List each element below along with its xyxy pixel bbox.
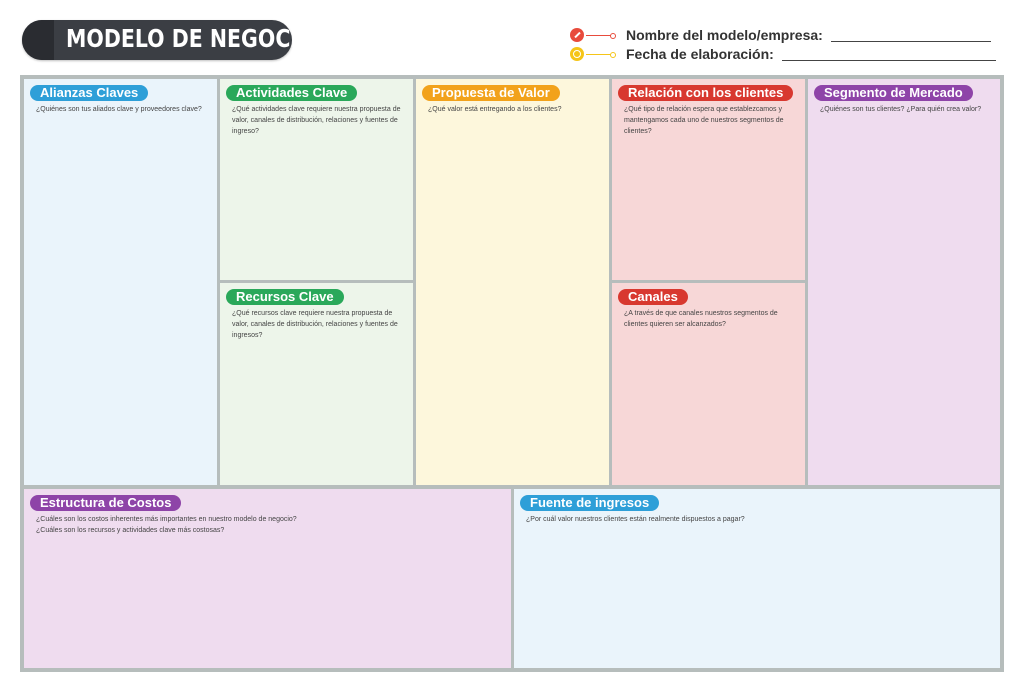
block-question: ¿Quiénes son tus clientes? ¿Para quién crea valor? bbox=[820, 106, 982, 113]
block-segmento-mercado[interactable] bbox=[808, 79, 1000, 485]
title-banner bbox=[22, 20, 316, 60]
block-title: Recursos Clave bbox=[226, 289, 344, 305]
block-question: ¿Por cuál valor nuestros clientes están realmente dispuestos a pagar? bbox=[526, 516, 745, 523]
block-estructura-costos[interactable] bbox=[24, 489, 511, 668]
block-title: Alianzas Claves bbox=[30, 85, 148, 101]
block-title: Fuente de ingresos bbox=[520, 495, 659, 511]
business-model-canvas bbox=[20, 75, 1004, 672]
block-title: Relación con los clientes bbox=[618, 85, 793, 101]
block-question: ¿Qué recursos clave requiere nuestra propuesta de valor, canales de distribución, relaciones y fuentes de ingresos? bbox=[232, 310, 398, 339]
block-recursos-clave[interactable] bbox=[220, 283, 413, 485]
block-title: Actividades Clave bbox=[226, 85, 357, 101]
block-title: Segmento de Mercado bbox=[814, 85, 973, 101]
connector-line bbox=[586, 35, 612, 36]
date-field[interactable] bbox=[570, 45, 996, 63]
block-question: ¿A través de que canales nuestros segmentos de clientes quieren ser alcanzados? bbox=[624, 310, 778, 328]
block-title: Canales bbox=[618, 289, 688, 305]
block-fuente-ingresos[interactable] bbox=[514, 489, 1000, 668]
block-relacion-clientes[interactable] bbox=[612, 79, 805, 280]
pencil-icon bbox=[570, 28, 584, 42]
company-name-line[interactable] bbox=[831, 29, 991, 42]
company-name-label: Nombre del modelo/empresa: bbox=[626, 27, 823, 43]
date-label: Fecha de elaboración: bbox=[626, 46, 774, 62]
connector-line bbox=[586, 54, 612, 55]
page-title: MODELO DE NEGOCIO bbox=[66, 24, 316, 53]
block-alianzas-claves[interactable] bbox=[24, 79, 217, 485]
company-name-field[interactable] bbox=[570, 26, 991, 44]
block-title: Estructura de Costos bbox=[30, 495, 181, 511]
title-banner-notch bbox=[22, 20, 54, 60]
block-actividades-clave[interactable] bbox=[220, 79, 413, 280]
block-propuesta-de-valor[interactable] bbox=[416, 79, 609, 485]
block-question: ¿Quiénes son tus aliados clave y proveedores clave? bbox=[36, 106, 202, 113]
block-canales[interactable] bbox=[612, 283, 805, 485]
block-question: ¿Qué actividades clave requiere nuestra propuesta de valor, canales de distribución, relaciones y fuentes de ingreso? bbox=[232, 106, 401, 135]
block-question: ¿Qué tipo de relación espera que establezcamos y mantengamos cada uno de nuestros segmentos de clientes? bbox=[624, 106, 784, 135]
block-question: ¿Cuáles son los costos inherentes más importantes en nuestro modelo de negocio? ¿Cuáles son los recursos y actividades clave más costosas? bbox=[36, 516, 297, 534]
block-title: Propuesta de Valor bbox=[422, 85, 560, 101]
date-line[interactable] bbox=[782, 48, 996, 61]
block-question: ¿Qué valor está entregando a los clientes? bbox=[428, 106, 562, 113]
calendar-icon bbox=[570, 47, 584, 61]
